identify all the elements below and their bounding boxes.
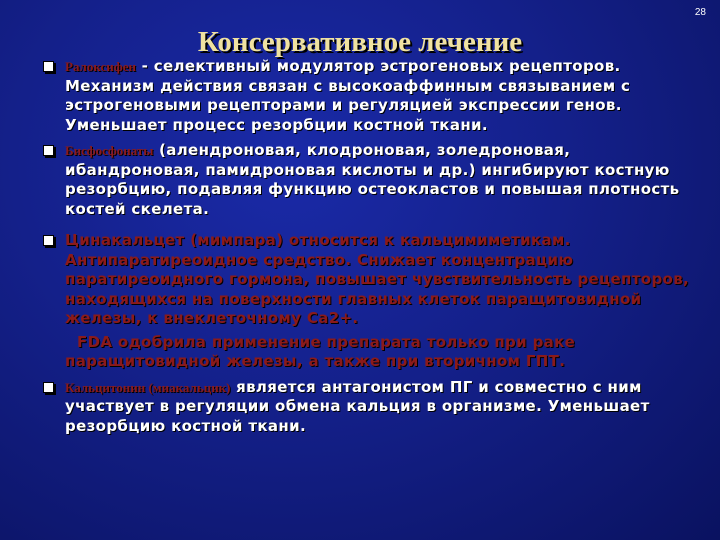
drug-term: Бисфосфонаты	[65, 143, 154, 158]
bullet-subparagraph	[40, 333, 690, 372]
bullet-text	[65, 378, 690, 437]
square-bullet-icon	[43, 235, 54, 246]
bullet-description: FDA одобрила применение препарата только при раке паращитовидной железы, а также при вторичном ГПТ.	[65, 332, 576, 370]
drug-term: Ралоксифен	[65, 59, 137, 74]
bullet-item-calcitonin	[40, 378, 690, 437]
bullet-item-raloxifene	[40, 57, 690, 135]
bullet-description: (алендроновая, клодроновая, золедроновая, ибандроновая, памидроновая кислоты и др.) ингибируют костную резорбцию, подавляя функцию остеокластов и повышая плотность костей скелета.	[65, 141, 680, 218]
bullet-description: - селективный модулятор эстрогеновых рецепторов. Механизм действия связан с высокоаффинным связыванием с эстрогеновыми рецепторами и регуляцией экспрессии генов. Уменьшает процесс резорбции костной ткани.	[65, 57, 631, 134]
square-bullet-icon	[43, 382, 54, 393]
bullet-text	[65, 57, 690, 135]
bullet-text: Цинакальцет (мимпара) относится к кальцимиметикам. Антипаратиреоидное средство. Снижает концентрацию паратиреоидного гормона, повышает чувствительность рецепторов, находящихся на поверхности главных клеток паращитовидной железы, к внеклеточному Са2+.	[65, 231, 690, 327]
square-bullet-icon	[43, 145, 54, 156]
drug-term: Кальцитонин (миакальцик)	[65, 379, 231, 395]
slide-number: 28	[694, 7, 706, 18]
bullet-item-bisphosphonates	[40, 141, 690, 219]
slide-content	[40, 57, 690, 436]
bullet-item-cinacalcet	[40, 231, 690, 329]
bullet-text	[65, 141, 690, 219]
slide-title: Консервативное лечение	[197, 26, 523, 58]
square-bullet-icon	[43, 61, 54, 72]
bullet-description: является антагонистом ПГ и совместно с ним участвует в регуляции обмена кальция в организме. Уменьшает резорбцию костной ткани.	[65, 377, 650, 435]
